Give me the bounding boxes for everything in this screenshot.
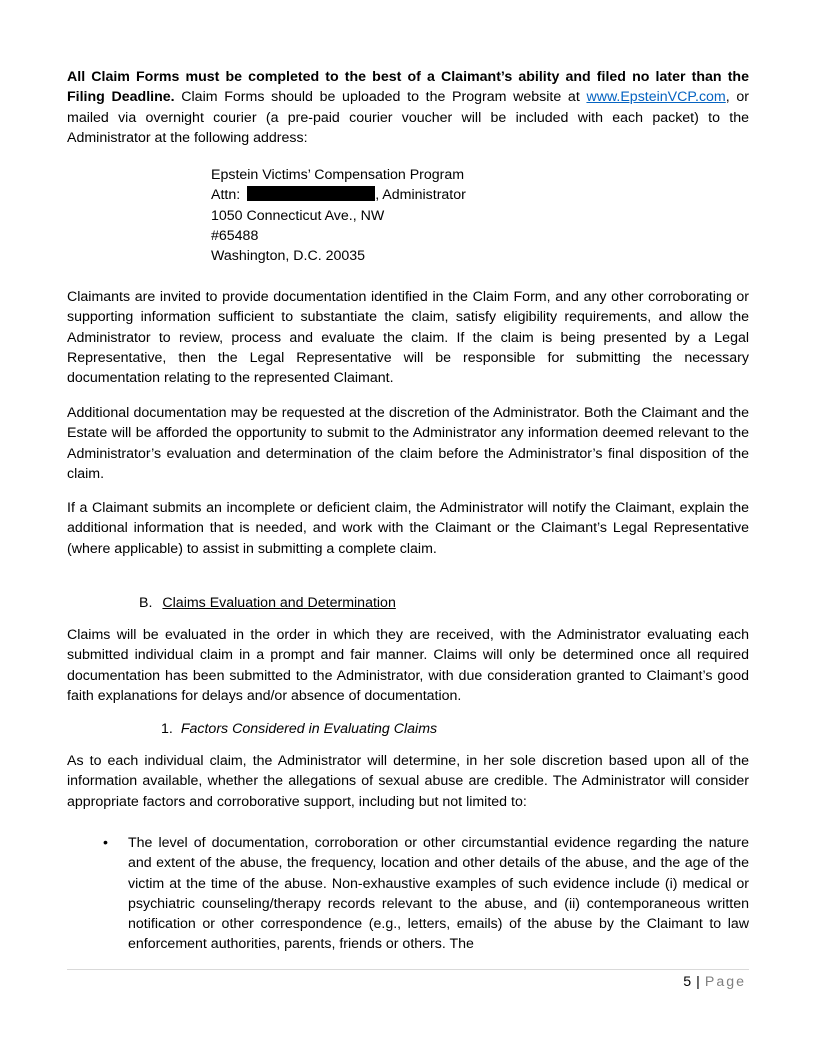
bullet-icon: • [103,835,108,851]
address-line-street: 1050 Connecticut Ave., NW [211,207,385,224]
page-label: Page [704,974,746,990]
attn-suffix: , Administrator [375,187,466,204]
section-b-heading [139,593,396,613]
bullet-text: The level of documentation, corroboration or other circumstantial evidence regarding the nature and extent of the abuse, the frequency, location and other details of the abuse, and the age of the victim at the time of the abuse. Non-exhaustive examples of such evidence include (i) medical or psychiatric counseling/therapy records relevant to the abuse, and (ii) contemporaneous written notification or other correspondence (e.g., letters, emails) of the abuse by the Claimant to law enforcement authorities, parents, friends or others. The [128,835,749,953]
footer-divider [67,969,749,970]
intro-text: Claim Forms should be uploaded to the Program website at [174,89,587,106]
address-line-attn [211,185,466,205]
section-b-title: Claims Evaluation and Determination [162,595,396,611]
intro-paragraph [67,67,749,148]
section-b-body: Claims will be evaluated in the order in which they are received, with the Administrator evaluating each submitted individual claim in a prompt and fair manner. Claims will only be determined once all required documentation has been submitted to the Administrator, with due consideration granted to Claimant’s good faith explanations for delays and/or absence of documentation. [67,627,749,704]
subsection-1-number: 1. [161,721,173,737]
footer-separator: | [696,974,700,990]
address-line-program: Epstein Victims’ Compensation Program [211,167,465,183]
mailing-address [211,165,466,266]
attn-label: Attn: [211,187,241,204]
paragraph-additional-documentation: Additional documentation may be requested at the discretion of the Administrator. Both the Claimant and the Estate will be afforded the opportunity to submit to the Administrator any information deemed relevant to the Administrator’s evaluation and determination of the claim before the Administrator’s final disposition of the claim. [67,405,749,482]
page-number: 5 [683,974,692,990]
address-line-suite: #65488 [211,227,259,244]
program-website-link[interactable]: www.EpsteinVCP.com [586,89,726,106]
subsection-1-heading [161,719,437,739]
subsection-1-body: As to each individual claim, the Administrator will determine, in her sole discretion based upon all of the information available, whether the allegations of sexual abuse are credible. The Administrator will consider appropriate factors and corroborative support, including but not limited to: [67,753,749,810]
paragraph-documentation: Claimants are invited to provide documentation identified in the Claim Form, and any other corroborating or supporting information sufficient to substantiate the claim, satisfy eligibility requirements, and allow the Administrator to review, process and evaluate the claim. If the claim is being presented by a Legal Representative, then the Legal Representative will be responsible for submitting the necessary documentation relating to the represented Claimant. [67,289,749,387]
section-b-number: B. [139,595,153,611]
list-item [103,833,749,955]
page-footer [683,973,746,991]
filing-deadline-notice: All Claim Forms must be completed to the best of a Claimant’s ability and filed no later than the Filing Deadline. [67,69,749,106]
address-line-city: Washington, D.C. 20035 [211,248,366,265]
paragraph-incomplete-claim: If a Claimant submits an incomplete or deficient claim, the Administrator will notify the Claimant, explain the additional information that is needed, and work with the Claimant or the Claimant’s Legal Representative (where applicable) to assist in submitting a complete claim. [67,500,749,557]
intro-text-continued: , or mailed via overnight courier (a pre-paid courier voucher will be included with each packet) to the Administrator at the following address: [67,89,750,146]
subsection-1-title: Factors Considered in Evaluating Claims [180,721,438,737]
redacted-name-block [247,186,375,201]
